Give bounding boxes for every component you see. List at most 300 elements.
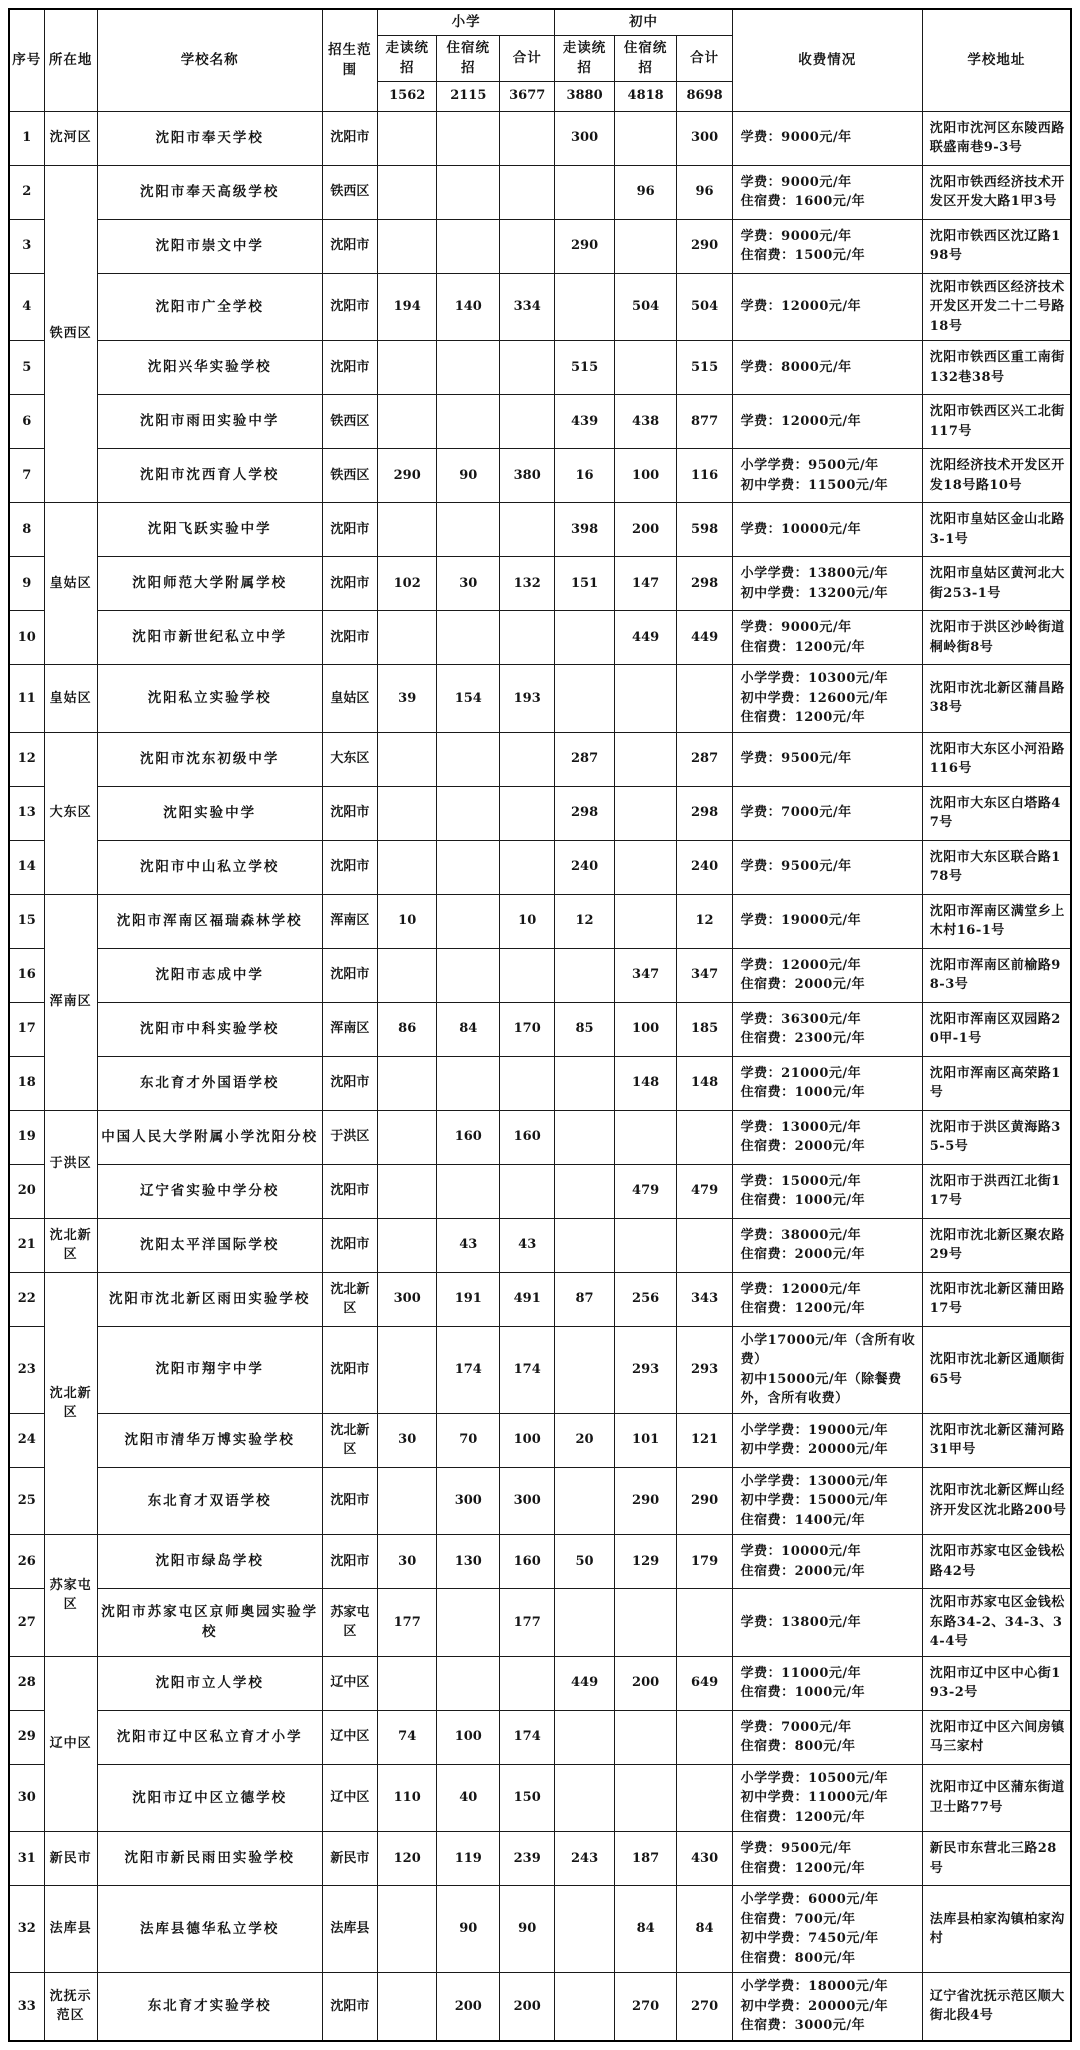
district-cell: 皇姑区 (44, 503, 97, 665)
fee-line: 小学17000元/年（含所有收费） (740, 1332, 916, 1367)
primary-boarding-cell (437, 341, 500, 395)
primary-day-cell (377, 395, 436, 449)
school-name-cell: 沈阳市沈东初级中学 (97, 732, 322, 786)
school-name-cell: 沈阳市奉天高级学校 (97, 165, 322, 219)
school-name-cell: 东北育才双语学校 (97, 1467, 322, 1535)
district-cell: 新民市 (44, 1832, 97, 1886)
fees-cell (732, 1710, 922, 1764)
school-name-cell: 法库县德华私立学校 (97, 1886, 322, 1973)
primary-total-cell: 43 (500, 1218, 555, 1272)
junior-day-cell (555, 1467, 614, 1535)
fees-cell (732, 665, 922, 733)
fee-line: 住宿费：2000元/年 (740, 1563, 866, 1579)
table-row (9, 1535, 1071, 1589)
fee-line: 住宿费：1400元/年 (740, 1512, 866, 1528)
junior-total-cell: 649 (677, 1656, 732, 1710)
primary-boarding-cell (437, 219, 500, 273)
junior-day-cell (555, 1710, 614, 1764)
junior-day-cell: 20 (555, 1413, 614, 1467)
header-school-name: 学校名称 (97, 9, 322, 111)
junior-day-cell: 50 (555, 1535, 614, 1589)
fee-line: 住宿费：2300元/年 (740, 1031, 866, 1046)
junior-boarding-cell: 479 (614, 1164, 677, 1218)
enrollment-scope-cell: 沈阳市 (322, 1535, 377, 1589)
primary-boarding-cell (437, 503, 500, 557)
enrollment-scope-cell: 铁西区 (322, 395, 377, 449)
junior-total-cell: 298 (677, 557, 732, 611)
row-index-cell: 31 (9, 1832, 44, 1886)
junior-total-cell: 598 (677, 503, 732, 557)
primary-boarding-cell (437, 894, 500, 948)
junior-day-cell (555, 1764, 614, 1832)
enrollment-scope-cell: 沈阳市 (322, 1467, 377, 1535)
district-cell: 沈北新区 (44, 1218, 97, 1272)
junior-total-cell: 449 (677, 611, 732, 665)
junior-total-cell: 121 (677, 1413, 732, 1467)
school-name-cell: 沈阳太平洋国际学校 (97, 1218, 322, 1272)
fees-cell (732, 557, 922, 611)
junior-day-cell (555, 273, 614, 341)
header-primary-day: 走读统招 (377, 35, 436, 81)
school-name-cell: 沈阳市辽中区立德学校 (97, 1764, 322, 1832)
primary-total-cell: 200 (500, 1973, 555, 2041)
school-name-cell: 沈阳市中山私立学校 (97, 840, 322, 894)
enrollment-scope-cell: 新民市 (322, 1832, 377, 1886)
junior-total-cell (677, 1710, 732, 1764)
table-row (9, 1110, 1071, 1164)
fee-line: 初中学费：15000元/年 (740, 1493, 889, 1508)
table-row (9, 732, 1071, 786)
primary-boarding-cell: 40 (437, 1764, 500, 1832)
school-name-cell: 沈阳市苏家屯区京师奥园实验学校 (97, 1589, 322, 1657)
junior-total-cell: 293 (677, 1326, 732, 1413)
enrollment-scope-cell: 沈阳市 (322, 948, 377, 1002)
fees-cell (732, 111, 922, 165)
table-row (9, 1056, 1071, 1110)
primary-day-cell (377, 1656, 436, 1710)
fees-cell (732, 1164, 922, 1218)
fee-line: 住宿费：2000元/年 (740, 1247, 866, 1262)
school-name-cell: 沈阳市雨田实验中学 (97, 395, 322, 449)
primary-day-cell (377, 1218, 436, 1272)
junior-boarding-cell: 96 (614, 165, 677, 219)
row-index-cell: 4 (9, 273, 44, 341)
enrollment-scope-cell: 沈阳市 (322, 1056, 377, 1110)
primary-day-cell: 86 (377, 1002, 436, 1056)
enrollment-scope-cell: 沈阳市 (322, 1164, 377, 1218)
header-location: 所在地 (44, 9, 97, 111)
primary-boarding-cell: 43 (437, 1218, 500, 1272)
header-junior-total: 合计 (677, 35, 732, 81)
fee-line: 小学学费：19000元/年 (740, 1422, 889, 1438)
school-name-cell: 东北育才外国语学校 (97, 1056, 322, 1110)
row-index-cell: 2 (9, 165, 44, 219)
junior-day-cell (555, 1164, 614, 1218)
primary-day-cell (377, 732, 436, 786)
fee-line: 住宿费：1200元/年 (740, 1809, 866, 1825)
fees-cell (732, 948, 922, 1002)
school-name-cell: 沈阳市沈西育人学校 (97, 449, 322, 503)
primary-day-cell (377, 219, 436, 273)
enrollment-scope-cell: 沈阳市 (322, 341, 377, 395)
junior-day-cell (555, 948, 614, 1002)
fee-line: 住宿费：1200元/年 (740, 710, 866, 725)
junior-boarding-cell: 148 (614, 1056, 677, 1110)
primary-boarding-cell: 300 (437, 1467, 500, 1535)
enrollment-scope-cell: 沈阳市 (322, 1326, 377, 1413)
primary-boarding-cell: 84 (437, 1002, 500, 1056)
district-cell: 皇姑区 (44, 665, 97, 733)
fee-line: 学费：21000元/年 (740, 1065, 862, 1081)
junior-day-cell (555, 1110, 614, 1164)
junior-total-cell (677, 1110, 732, 1164)
primary-day-grand-total: 1562 (377, 81, 436, 111)
primary-day-cell: 102 (377, 557, 436, 611)
junior-total-cell: 270 (677, 1973, 732, 2041)
table-row (9, 273, 1071, 341)
school-name-cell: 沈阳兴华实验学校 (97, 341, 322, 395)
fee-line: 住宿费：1000元/年 (740, 1685, 866, 1700)
fee-line: 初中学费：11500元/年 (740, 477, 889, 493)
primary-day-cell (377, 1467, 436, 1535)
row-index-cell: 5 (9, 341, 44, 395)
junior-boarding-cell (614, 341, 677, 395)
row-index-cell: 32 (9, 1886, 44, 1973)
junior-boarding-cell: 293 (614, 1326, 677, 1413)
school-name-cell: 沈阳市广全学校 (97, 273, 322, 341)
junior-grand-total: 8698 (677, 81, 732, 111)
primary-day-cell: 300 (377, 1272, 436, 1326)
junior-boarding-cell: 256 (614, 1272, 677, 1326)
address-cell: 沈阳市沈北新区辉山经济开发区沈北路200号 (922, 1467, 1071, 1535)
primary-day-cell: 39 (377, 665, 436, 733)
fee-line: 小学学费：13800元/年 (740, 566, 889, 581)
junior-boarding-cell: 449 (614, 611, 677, 665)
junior-day-cell: 16 (555, 449, 614, 503)
fees-cell (732, 165, 922, 219)
address-cell: 沈阳市皇姑区黄河北大街253-1号 (922, 557, 1071, 611)
primary-total-cell: 90 (500, 1886, 555, 1973)
primary-total-cell (500, 111, 555, 165)
primary-boarding-cell (437, 611, 500, 665)
address-cell: 沈阳市铁西区沈辽路198号 (922, 219, 1071, 273)
address-cell: 沈阳市浑南区高荣路1号 (922, 1056, 1071, 1110)
primary-boarding-cell: 191 (437, 1272, 500, 1326)
primary-boarding-cell: 140 (437, 273, 500, 341)
school-name-cell: 沈阳市清华万博实验学校 (97, 1413, 322, 1467)
enrollment-scope-cell: 辽中区 (322, 1710, 377, 1764)
school-name-cell: 沈阳市崇文中学 (97, 219, 322, 273)
header-fees: 收费情况 (732, 9, 922, 111)
school-name-cell: 沈阳市中科实验学校 (97, 1002, 322, 1056)
school-name-cell: 沈阳市沈北新区雨田实验学校 (97, 1272, 322, 1326)
junior-total-cell (677, 665, 732, 733)
primary-day-cell (377, 1056, 436, 1110)
junior-total-cell: 877 (677, 395, 732, 449)
fees-cell (732, 840, 922, 894)
junior-day-cell (555, 1218, 614, 1272)
primary-day-cell: 120 (377, 1832, 436, 1886)
primary-grand-total: 3677 (500, 81, 555, 111)
primary-day-cell (377, 503, 436, 557)
primary-total-cell: 239 (500, 1832, 555, 1886)
row-index-cell: 25 (9, 1467, 44, 1535)
address-cell: 沈阳市沈河区东陵西路联盛南巷9-3号 (922, 111, 1071, 165)
primary-total-cell: 10 (500, 894, 555, 948)
junior-day-cell: 398 (555, 503, 614, 557)
primary-day-cell (377, 1886, 436, 1973)
primary-total-cell: 100 (500, 1413, 555, 1467)
address-cell: 沈阳市浑南区满堂乡上木村16-1号 (922, 894, 1071, 948)
fees-cell (732, 1218, 922, 1272)
junior-total-cell (677, 1218, 732, 1272)
table-row (9, 1764, 1071, 1832)
district-cell: 浑南区 (44, 894, 97, 1110)
primary-total-cell: 300 (500, 1467, 555, 1535)
junior-boarding-cell (614, 786, 677, 840)
junior-day-cell: 449 (555, 1656, 614, 1710)
primary-total-cell (500, 1164, 555, 1218)
row-index-cell: 12 (9, 732, 44, 786)
enrollment-scope-cell: 沈北新区 (322, 1413, 377, 1467)
primary-boarding-cell: 154 (437, 665, 500, 733)
fee-line: 学费：8000元/年 (740, 359, 852, 375)
fee-line: 学费：7000元/年 (740, 1719, 852, 1735)
junior-boarding-cell (614, 1589, 677, 1657)
primary-total-cell (500, 341, 555, 395)
enrollment-scope-cell: 苏家屯区 (322, 1589, 377, 1657)
junior-boarding-cell (614, 111, 677, 165)
school-name-cell: 沈阳市辽中区私立育才小学 (97, 1710, 322, 1764)
junior-total-cell: 515 (677, 341, 732, 395)
school-name-cell: 沈阳师范大学附属学校 (97, 557, 322, 611)
junior-total-cell: 179 (677, 1535, 732, 1589)
fee-line: 学费：12000元/年 (740, 957, 862, 973)
primary-total-cell: 170 (500, 1002, 555, 1056)
fees-cell (732, 219, 922, 273)
junior-total-cell: 298 (677, 786, 732, 840)
primary-boarding-cell (437, 395, 500, 449)
fees-cell (732, 1589, 922, 1657)
junior-boarding-cell: 270 (614, 1973, 677, 2041)
junior-total-cell: 504 (677, 273, 732, 341)
primary-total-cell (500, 219, 555, 273)
primary-boarding-cell: 30 (437, 557, 500, 611)
address-cell: 新民市东营北三路28号 (922, 1832, 1071, 1886)
junior-boarding-cell: 290 (614, 1467, 677, 1535)
fee-line: 住宿费：2000元/年 (740, 1139, 866, 1154)
enrollment-scope-cell: 浑南区 (322, 894, 377, 948)
junior-day-cell: 287 (555, 732, 614, 786)
primary-boarding-cell: 90 (437, 449, 500, 503)
primary-day-cell: 30 (377, 1413, 436, 1467)
row-index-cell: 30 (9, 1764, 44, 1832)
table-row (9, 341, 1071, 395)
address-cell: 沈阳市铁西区重工南街132巷38号 (922, 341, 1071, 395)
school-name-cell: 沈阳私立实验学校 (97, 665, 322, 733)
fees-cell (732, 894, 922, 948)
table-body (9, 111, 1071, 2041)
junior-day-cell: 300 (555, 111, 614, 165)
table-row (9, 840, 1071, 894)
primary-total-cell (500, 1656, 555, 1710)
primary-total-cell: 334 (500, 273, 555, 341)
primary-total-cell: 160 (500, 1535, 555, 1589)
junior-total-cell: 12 (677, 894, 732, 948)
table-row (9, 1832, 1071, 1886)
school-name-cell: 东北育才实验学校 (97, 1973, 322, 2041)
primary-day-cell (377, 111, 436, 165)
school-name-cell: 沈阳飞跃实验中学 (97, 503, 322, 557)
junior-boarding-cell (614, 1764, 677, 1832)
table-row (9, 948, 1071, 1002)
fee-line: 学费：38000元/年 (740, 1227, 862, 1243)
table-row (9, 1413, 1071, 1467)
primary-boarding-cell (437, 1656, 500, 1710)
fee-line: 初中学费：12600元/年 (740, 690, 889, 706)
table-row (9, 1973, 1071, 2041)
district-cell: 法库县 (44, 1886, 97, 1973)
fees-cell (732, 1832, 922, 1886)
junior-boarding-cell: 438 (614, 395, 677, 449)
fee-line: 初中学费：11000元/年 (740, 1790, 889, 1805)
junior-day-cell: 439 (555, 395, 614, 449)
junior-day-cell: 243 (555, 1832, 614, 1886)
junior-total-cell: 287 (677, 732, 732, 786)
address-cell: 沈阳市沈北新区蒲田路17号 (922, 1272, 1071, 1326)
district-cell: 沈河区 (44, 111, 97, 165)
school-name-cell: 辽宁省实验中学分校 (97, 1164, 322, 1218)
primary-total-cell: 491 (500, 1272, 555, 1326)
table-header (9, 9, 1071, 111)
fee-line: 学费：12000元/年 (740, 1281, 862, 1297)
fee-line: 学费：9000元/年 (740, 228, 852, 244)
primary-boarding-cell (437, 732, 500, 786)
fee-line: 住宿费：800元/年 (740, 1739, 856, 1754)
junior-day-grand-total: 3880 (555, 81, 614, 111)
row-index-cell: 19 (9, 1110, 44, 1164)
address-cell: 沈阳市于洪区黄海路35-5号 (922, 1110, 1071, 1164)
junior-boarding-cell (614, 1110, 677, 1164)
junior-total-cell: 116 (677, 449, 732, 503)
address-cell: 沈阳市苏家屯区金钱松东路34-2、34-3、34-4号 (922, 1589, 1071, 1657)
address-cell: 沈阳市辽中区中心街193-2号 (922, 1656, 1071, 1710)
fee-line: 学费：9000元/年 (740, 620, 852, 635)
fee-line: 小学学费：9500元/年 (740, 458, 879, 473)
primary-total-cell: 380 (500, 449, 555, 503)
primary-day-cell: 10 (377, 894, 436, 948)
junior-day-cell: 12 (555, 894, 614, 948)
primary-total-cell: 150 (500, 1764, 555, 1832)
primary-boarding-cell (437, 165, 500, 219)
table-row (9, 1589, 1071, 1657)
primary-boarding-cell (437, 1164, 500, 1218)
address-cell: 沈阳市沈北新区蒲昌路38号 (922, 665, 1071, 733)
junior-boarding-cell (614, 840, 677, 894)
fees-cell (732, 1413, 922, 1467)
row-index-cell: 13 (9, 786, 44, 840)
fee-line: 住宿费：1000元/年 (740, 1193, 866, 1208)
primary-day-cell: 194 (377, 273, 436, 341)
address-cell: 辽宁省沈抚示范区顺大街北段4号 (922, 1973, 1071, 2041)
table-row (9, 1656, 1071, 1710)
enrollment-scope-cell: 沈阳市 (322, 840, 377, 894)
primary-total-cell (500, 948, 555, 1002)
school-name-cell: 沈阳市浑南区福瑞森林学校 (97, 894, 322, 948)
district-cell: 沈抚示范区 (44, 1973, 97, 2041)
junior-boarding-cell: 347 (614, 948, 677, 1002)
junior-day-cell (555, 1886, 614, 1973)
primary-boarding-cell: 200 (437, 1973, 500, 2041)
district-cell: 沈北新区 (44, 1272, 97, 1535)
junior-total-cell: 347 (677, 948, 732, 1002)
primary-day-cell (377, 786, 436, 840)
header-enrollment-scope: 招生范围 (322, 9, 377, 111)
primary-boarding-cell: 130 (437, 1535, 500, 1589)
school-name-cell: 沈阳市新世纪私立中学 (97, 611, 322, 665)
junior-day-cell: 240 (555, 840, 614, 894)
junior-day-cell (555, 665, 614, 733)
primary-day-cell (377, 165, 436, 219)
junior-total-cell: 84 (677, 1886, 732, 1973)
table-row (9, 557, 1071, 611)
address-cell: 沈阳市沈北新区通顺街65号 (922, 1326, 1071, 1413)
table-row (9, 1164, 1071, 1218)
fees-cell (732, 1764, 922, 1832)
header-group-row (9, 9, 1071, 35)
table-row (9, 1886, 1071, 1973)
address-cell: 沈阳市于洪区沙岭街道桐岭街8号 (922, 611, 1071, 665)
junior-total-cell: 96 (677, 165, 732, 219)
district-cell: 辽中区 (44, 1656, 97, 1832)
school-name-cell: 中国人民大学附属小学沈阳分校 (97, 1110, 322, 1164)
fees-cell (732, 1973, 922, 2041)
primary-boarding-cell (437, 1056, 500, 1110)
address-cell: 沈阳经济技术开发区开发18号路10号 (922, 449, 1071, 503)
primary-boarding-cell: 119 (437, 1832, 500, 1886)
header-primary-group: 小学 (377, 9, 554, 35)
table-row (9, 449, 1071, 503)
primary-total-cell: 160 (500, 1110, 555, 1164)
fee-line: 初中学费：13200元/年 (740, 585, 889, 601)
primary-boarding-grand-total: 2115 (437, 81, 500, 111)
row-index-cell: 23 (9, 1326, 44, 1413)
header-junior-group: 初中 (555, 9, 732, 35)
address-cell: 沈阳市铁西经济技术开发区开发大路1甲3号 (922, 165, 1071, 219)
junior-boarding-cell: 129 (614, 1535, 677, 1589)
junior-boarding-cell (614, 665, 677, 733)
junior-total-cell: 290 (677, 219, 732, 273)
fees-cell (732, 786, 922, 840)
row-index-cell: 9 (9, 557, 44, 611)
table-row (9, 1710, 1071, 1764)
row-index-cell: 16 (9, 948, 44, 1002)
enrollment-scope-cell: 辽中区 (322, 1656, 377, 1710)
junior-boarding-cell: 101 (614, 1413, 677, 1467)
primary-total-cell: 132 (500, 557, 555, 611)
table-row (9, 1002, 1071, 1056)
enrollment-scope-cell: 沈阳市 (322, 111, 377, 165)
primary-day-cell (377, 840, 436, 894)
address-cell: 沈阳市大东区联合路178号 (922, 840, 1071, 894)
school-name-cell: 沈阳市奉天学校 (97, 111, 322, 165)
address-cell: 沈阳市大东区小河沿路116号 (922, 732, 1071, 786)
fees-cell (732, 1326, 922, 1413)
primary-day-cell: 177 (377, 1589, 436, 1657)
fees-cell (732, 1002, 922, 1056)
fee-line: 学费：15000元/年 (740, 1173, 862, 1189)
fees-cell (732, 611, 922, 665)
